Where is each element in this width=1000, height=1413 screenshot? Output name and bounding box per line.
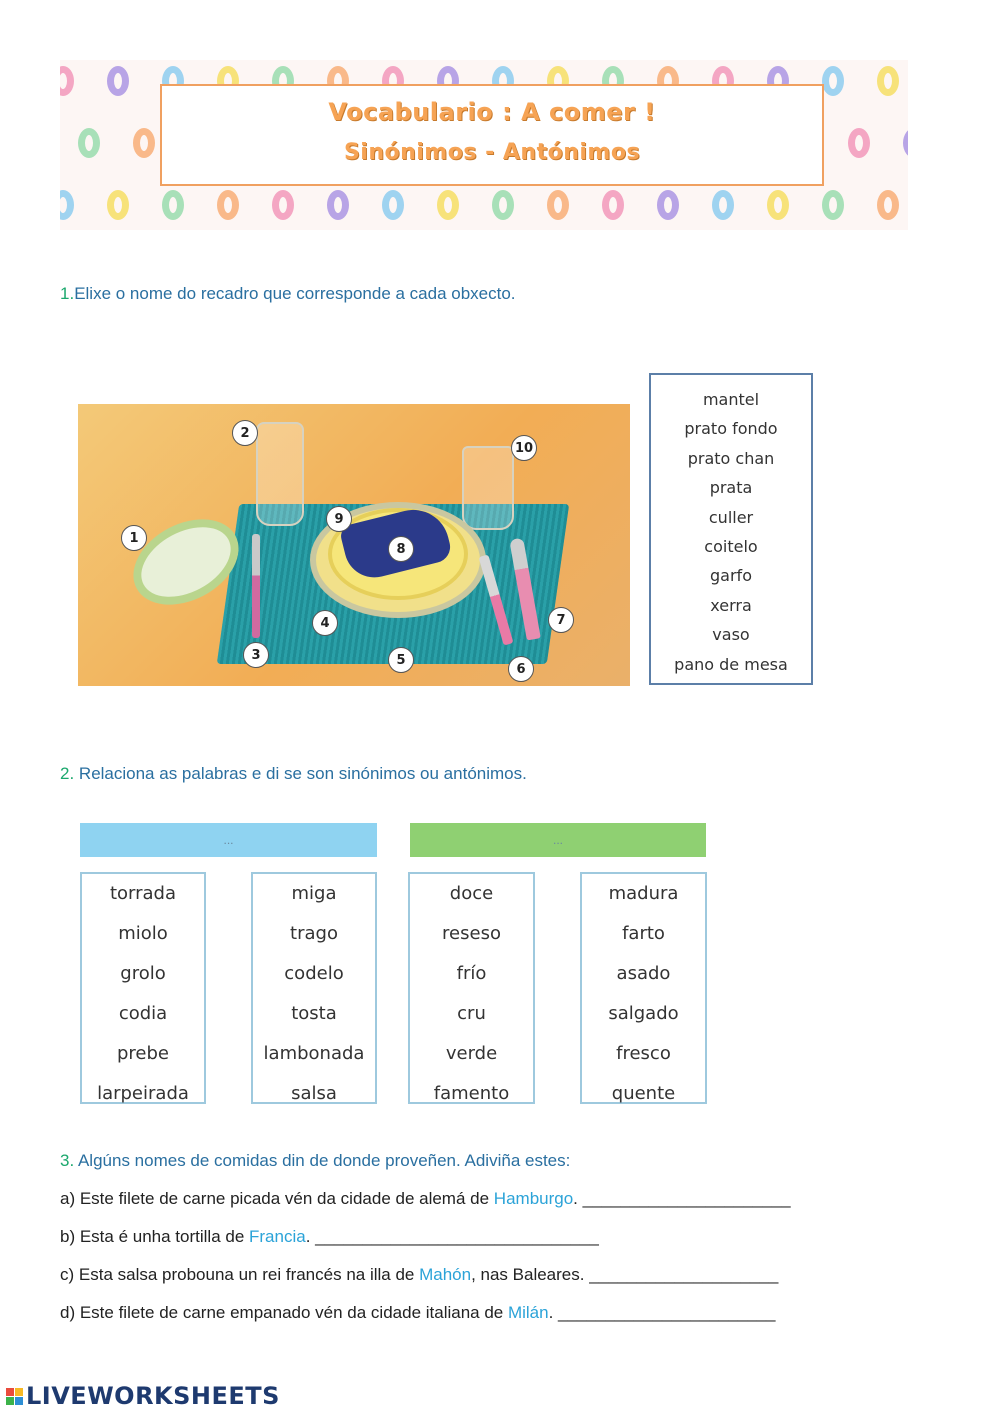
marker-1: 1 (121, 525, 147, 551)
liveworksheets-logo-icon (6, 1388, 23, 1405)
word-item: garfo (710, 566, 752, 586)
exercise-1-instruction (60, 284, 516, 304)
marker-4: 4 (312, 610, 338, 636)
column-word: fresco (616, 1043, 671, 1064)
jug-shape (256, 422, 304, 526)
column-word: lambonada (263, 1043, 365, 1064)
exercise-3-number: 3. (60, 1151, 75, 1170)
donut-pattern-icon (767, 190, 789, 220)
marker-6: 6 (508, 656, 534, 682)
column-word: reseso (442, 923, 501, 944)
synonyms-band (80, 823, 377, 857)
column-word: quente (611, 1083, 676, 1104)
donut-pattern-icon (133, 128, 155, 158)
donut-pattern-icon (602, 190, 624, 220)
column-word: verde (445, 1043, 498, 1064)
donut-pattern-icon (107, 190, 129, 220)
exercise-2-instruction (60, 764, 527, 784)
exercise-3-instruction (60, 1151, 570, 1171)
donut-pattern-icon (60, 66, 74, 96)
word-box (649, 373, 813, 685)
word-item: culler (708, 507, 754, 527)
donut-pattern-icon (60, 190, 74, 220)
word-item: prato chan (687, 448, 775, 468)
column-word: codelo (284, 963, 344, 984)
question-c (60, 1265, 778, 1285)
band-label: ... (552, 833, 563, 847)
donut-pattern-icon (712, 190, 734, 220)
exercise-1-number: 1. (60, 284, 75, 303)
column-word: asado (616, 963, 671, 984)
title-box (160, 84, 824, 186)
donut-pattern-icon (327, 190, 349, 220)
question-text: b) Esta é unha tortilla de (60, 1227, 250, 1246)
place-name: Francia (249, 1227, 306, 1246)
word-item: coitelo (704, 536, 758, 556)
column-word: torrada (109, 883, 177, 904)
word-item: xerra (710, 595, 752, 615)
donut-pattern-icon (107, 66, 129, 96)
donut-pattern-icon (217, 190, 239, 220)
word-column-4 (580, 872, 707, 1104)
column-word: famento (433, 1083, 510, 1104)
place-name: Hamburgo (493, 1189, 574, 1208)
donut-pattern-icon (272, 190, 294, 220)
question-a (60, 1189, 791, 1209)
donut-pattern-icon (877, 190, 899, 220)
column-word: salsa (291, 1083, 337, 1104)
word-item: mantel (702, 390, 760, 409)
exercise-2-text: Relaciona as palabras e di se son sinónimos ou antónimos. (74, 764, 527, 783)
donut-pattern-icon (903, 128, 908, 158)
word-item: prato fondo (684, 419, 778, 439)
column-word: tosta (291, 1003, 337, 1024)
marker-5: 5 (388, 647, 414, 673)
donut-pattern-icon (848, 128, 870, 158)
donut-pattern-icon (162, 190, 184, 220)
word-item: pano de mesa (674, 654, 788, 674)
question-text: d) Este filete de carne empanado vén da cidade italiana de (60, 1303, 508, 1322)
donut-pattern-icon (78, 128, 100, 158)
word-column-1 (80, 872, 206, 1104)
column-word: miolo (118, 923, 168, 944)
donut-pattern-icon (437, 190, 459, 220)
column-word: grolo (120, 963, 166, 984)
marker-9: 9 (326, 506, 352, 532)
column-word: miga (291, 883, 337, 904)
column-word: larpeirada (97, 1083, 189, 1104)
question-text: c) Esta salsa probouna un rei francés na illa de (60, 1265, 420, 1284)
word-item: vaso (712, 625, 750, 645)
exercise-3-text: Algúns nomes de comidas din de donde proveñen. Adiviña estes: (74, 1151, 571, 1170)
question-b (60, 1227, 599, 1247)
band-label: ... (223, 833, 234, 847)
donut-pattern-icon (547, 190, 569, 220)
donut-pattern-icon (822, 66, 844, 96)
glass-shape (462, 446, 514, 530)
marker-10: 10 (511, 435, 537, 461)
question-d (60, 1303, 776, 1323)
column-word: madura (608, 883, 679, 904)
brand-name: LIVEWORKSHEETS (26, 1382, 280, 1410)
answer-line[interactable]: . _______________________ (548, 1303, 776, 1322)
marker-8: 8 (388, 536, 414, 562)
word-column-2 (251, 872, 377, 1104)
donut-pattern-icon (492, 190, 514, 220)
marker-2: 2 (232, 420, 258, 446)
exercise-2-number: 2. (60, 764, 75, 783)
word-item: prata (709, 478, 753, 498)
marker-7: 7 (548, 607, 574, 633)
donut-pattern-icon (382, 190, 404, 220)
page-subtitle: Sinónimos - Antónimos (343, 140, 641, 165)
exercise-1-text: Elixe o nome do recadro que corresponde a cada obxecto. (74, 284, 516, 303)
answer-line[interactable]: . ______________________ (573, 1189, 791, 1208)
marker-3: 3 (243, 642, 269, 668)
column-word: prebe (116, 1043, 169, 1064)
footer-logo[interactable] (6, 1382, 280, 1410)
donut-pattern-icon (822, 190, 844, 220)
column-word: frío (456, 963, 487, 984)
column-word: cru (457, 1003, 486, 1024)
column-word: farto (622, 923, 665, 944)
column-word: trago (290, 923, 338, 944)
place-name: Milán (507, 1303, 549, 1322)
answer-line[interactable]: . ______________________________ (305, 1227, 599, 1246)
fork-shape (252, 534, 260, 638)
column-word: salgado (608, 1003, 679, 1024)
place-setting-image (78, 404, 630, 686)
donut-pattern-icon (657, 190, 679, 220)
answer-line[interactable]: , nas Baleares. ____________________ (471, 1265, 779, 1284)
donut-pattern-icon (877, 66, 899, 96)
place-name: Mahón (419, 1265, 472, 1284)
column-word: doce (449, 883, 494, 904)
page-title: Vocabulario : A comer ! (328, 98, 656, 126)
word-column-3 (408, 872, 535, 1104)
column-word: codia (118, 1003, 168, 1024)
question-text: a) Este filete de carne picada vén da cidade de alemá de (60, 1189, 494, 1208)
antonyms-band (410, 823, 706, 857)
